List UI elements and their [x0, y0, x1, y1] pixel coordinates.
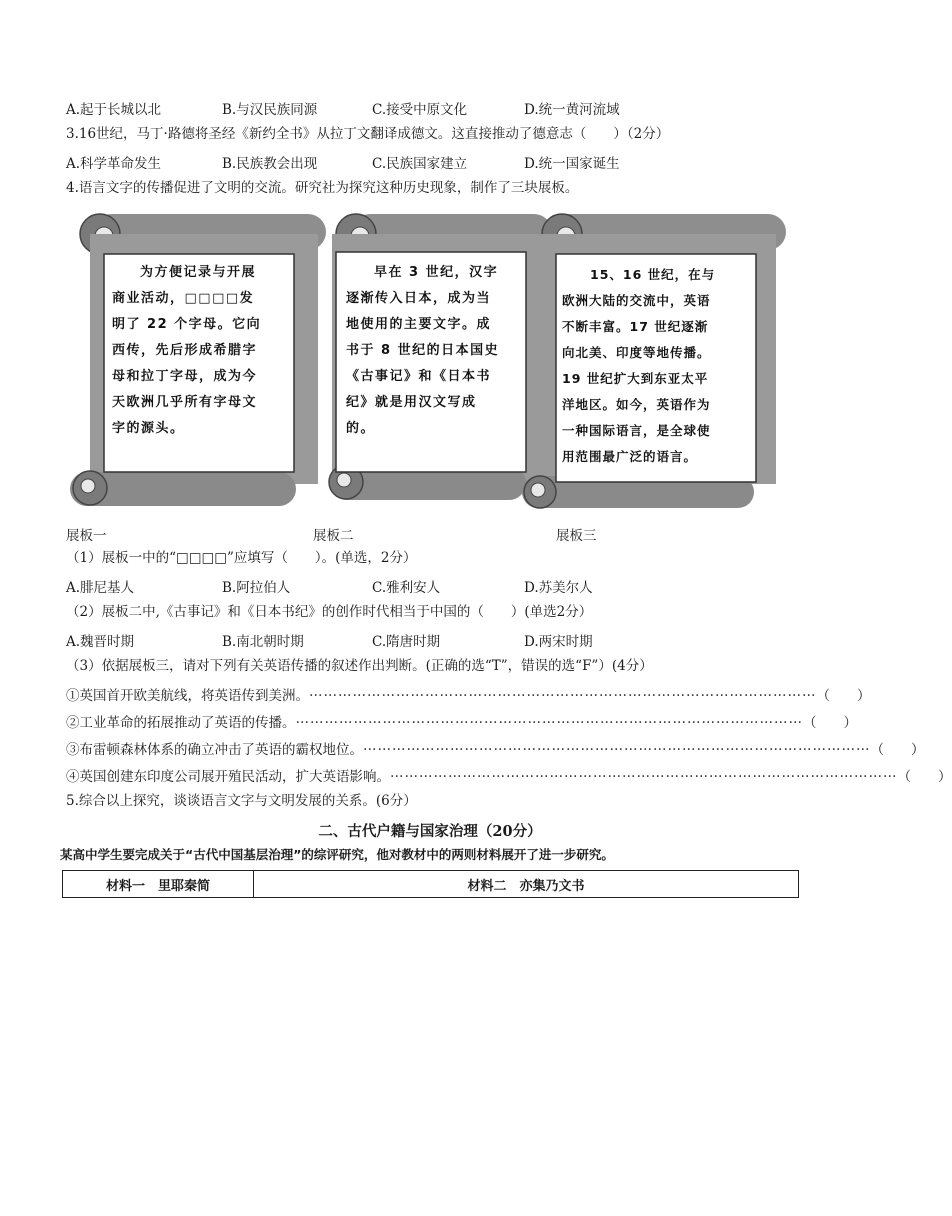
q2-option-b: B.与汉民族同源 [222, 102, 318, 118]
q4-sub1-option-b: B.阿拉伯人 [222, 580, 291, 596]
q4-sub1-stem: （1）展板一中的“□□□□”应填写（ ）。(单选，2分） [66, 550, 417, 566]
tf-item-2-text: ②工业革命的拓展推动了英语的传播。 [66, 715, 296, 731]
tf-item-3-answer[interactable]: （ ） [870, 742, 925, 758]
material-1-header: 材料一 里耶秦简 [63, 871, 254, 898]
q3-option-b: B.民族教会出现 [222, 156, 318, 172]
leader-dots: …………………………………………………………………………………………… [390, 765, 898, 781]
q3-stem: 3.16世纪，马丁·路德将圣经《新约全书》从拉丁文翻译成德文。这直接推动了德意志（ ）（2分） [66, 126, 670, 142]
materials-table [62, 870, 799, 898]
q3-option-d: D.统一国家诞生 [524, 156, 620, 172]
tf-item-1-text: ①英国首开欧美航线，将英语传到美洲。 [66, 688, 309, 704]
leader-dots: …………………………………………………………………………………………… [309, 684, 817, 700]
q2-option-c: C.接受中原文化 [372, 102, 468, 118]
q4-sub1-option-d: D.苏美尔人 [524, 580, 593, 596]
tf-item-2 [66, 711, 857, 731]
tf-item-4-answer[interactable]: （ ） [897, 769, 952, 785]
leader-dots: …………………………………………………………………………………………… [363, 738, 871, 754]
q4-sub2-option-a: A.魏晋时期 [66, 634, 135, 650]
scroll-panel-3 [520, 210, 790, 510]
q5-stem: 5.综合以上探究，谈谈语言文字与文明发展的关系。(6分） [66, 793, 417, 809]
leader-dots: …………………………………………………………………………………………… [295, 711, 803, 727]
panel-2-text: 早在 3 世纪，汉字 逐渐传入日本，成为当 地使用的主要文字。成 书于 8 世纪的日本国史 《古事记》和《日本书 纪》就是用汉文写成 的。 [346, 265, 500, 436]
section-2-intro: 某高中学生要完成关于“古代中国基层治理”的综评研究，他对教材中的两则材料展开了进一步研究。 [60, 847, 614, 862]
tf-item-4-text: ④英国创建东印度公司展开殖民活动，扩大英语影响。 [66, 769, 390, 785]
q4-sub3-stem: （3）依据展板三，请对下列有关英语传播的叙述作出判断。(正确的选“T”，错误的选“F”）(4分） [66, 658, 653, 674]
material-2-header: 材料二 亦集乃文书 [254, 871, 799, 898]
tf-item-4 [66, 765, 952, 785]
panel-3-label: 展板三 [556, 528, 597, 544]
q4-stem: 4.语言文字的传播促进了文明的交流。研究社为探究这种历史现象，制作了三块展板。 [66, 180, 579, 196]
q4-sub1-option-c: C.雅利安人 [372, 580, 441, 596]
q2-option-d: D.统一黄河流域 [524, 102, 620, 118]
panel-1-label: 展板一 [66, 528, 107, 544]
q4-sub2-stem: （2）展板二中,《古事记》和《日本书纪》的创作时代相当于中国的（ ）(单选2分） [66, 604, 593, 620]
q3-option-a: A.科学革命发生 [66, 156, 162, 172]
q2-option-a: A.起于长城以北 [66, 102, 162, 118]
q4-sub2-option-b: B.南北朝时期 [222, 634, 304, 650]
q4-sub1-option-a: A.腓尼基人 [66, 580, 135, 596]
panel-2-label: 展板二 [313, 528, 354, 544]
tf-item-1-answer[interactable]: （ ） [816, 688, 871, 704]
scroll-panel-1 [68, 210, 328, 510]
q4-sub2-option-d: D.两宋时期 [524, 634, 593, 650]
tf-item-1 [66, 684, 871, 704]
q4-sub2-option-c: C.隋唐时期 [372, 634, 441, 650]
tf-item-3 [66, 738, 925, 758]
panel-1-text: 为方便记录与开展 商业活动，□□□□发 明了 22 个字母。它向 西传，先后形成希腊字 母和拉丁字母，成为今 天欧洲几乎所有字母文 字的源头。 [112, 265, 262, 436]
q3-option-c: C.民族国家建立 [372, 156, 468, 172]
panel-3-text: 15、16 世纪，在与 欧洲大陆的交流中，英语 不断丰富。17 世纪逐渐 向北美、印度等地传播。 19 世纪扩大到东亚太平 洋地区。如今，英语作为 一种国际语言，是全球使 用范围最广泛的语言。 [562, 267, 716, 464]
tf-item-3-text: ③布雷顿森林体系的确立冲击了英语的霸权地位。 [66, 742, 363, 758]
tf-item-2-answer[interactable]: （ ） [803, 715, 857, 731]
section-2-title: 二、古代户籍与国家治理（20分） [318, 823, 542, 840]
